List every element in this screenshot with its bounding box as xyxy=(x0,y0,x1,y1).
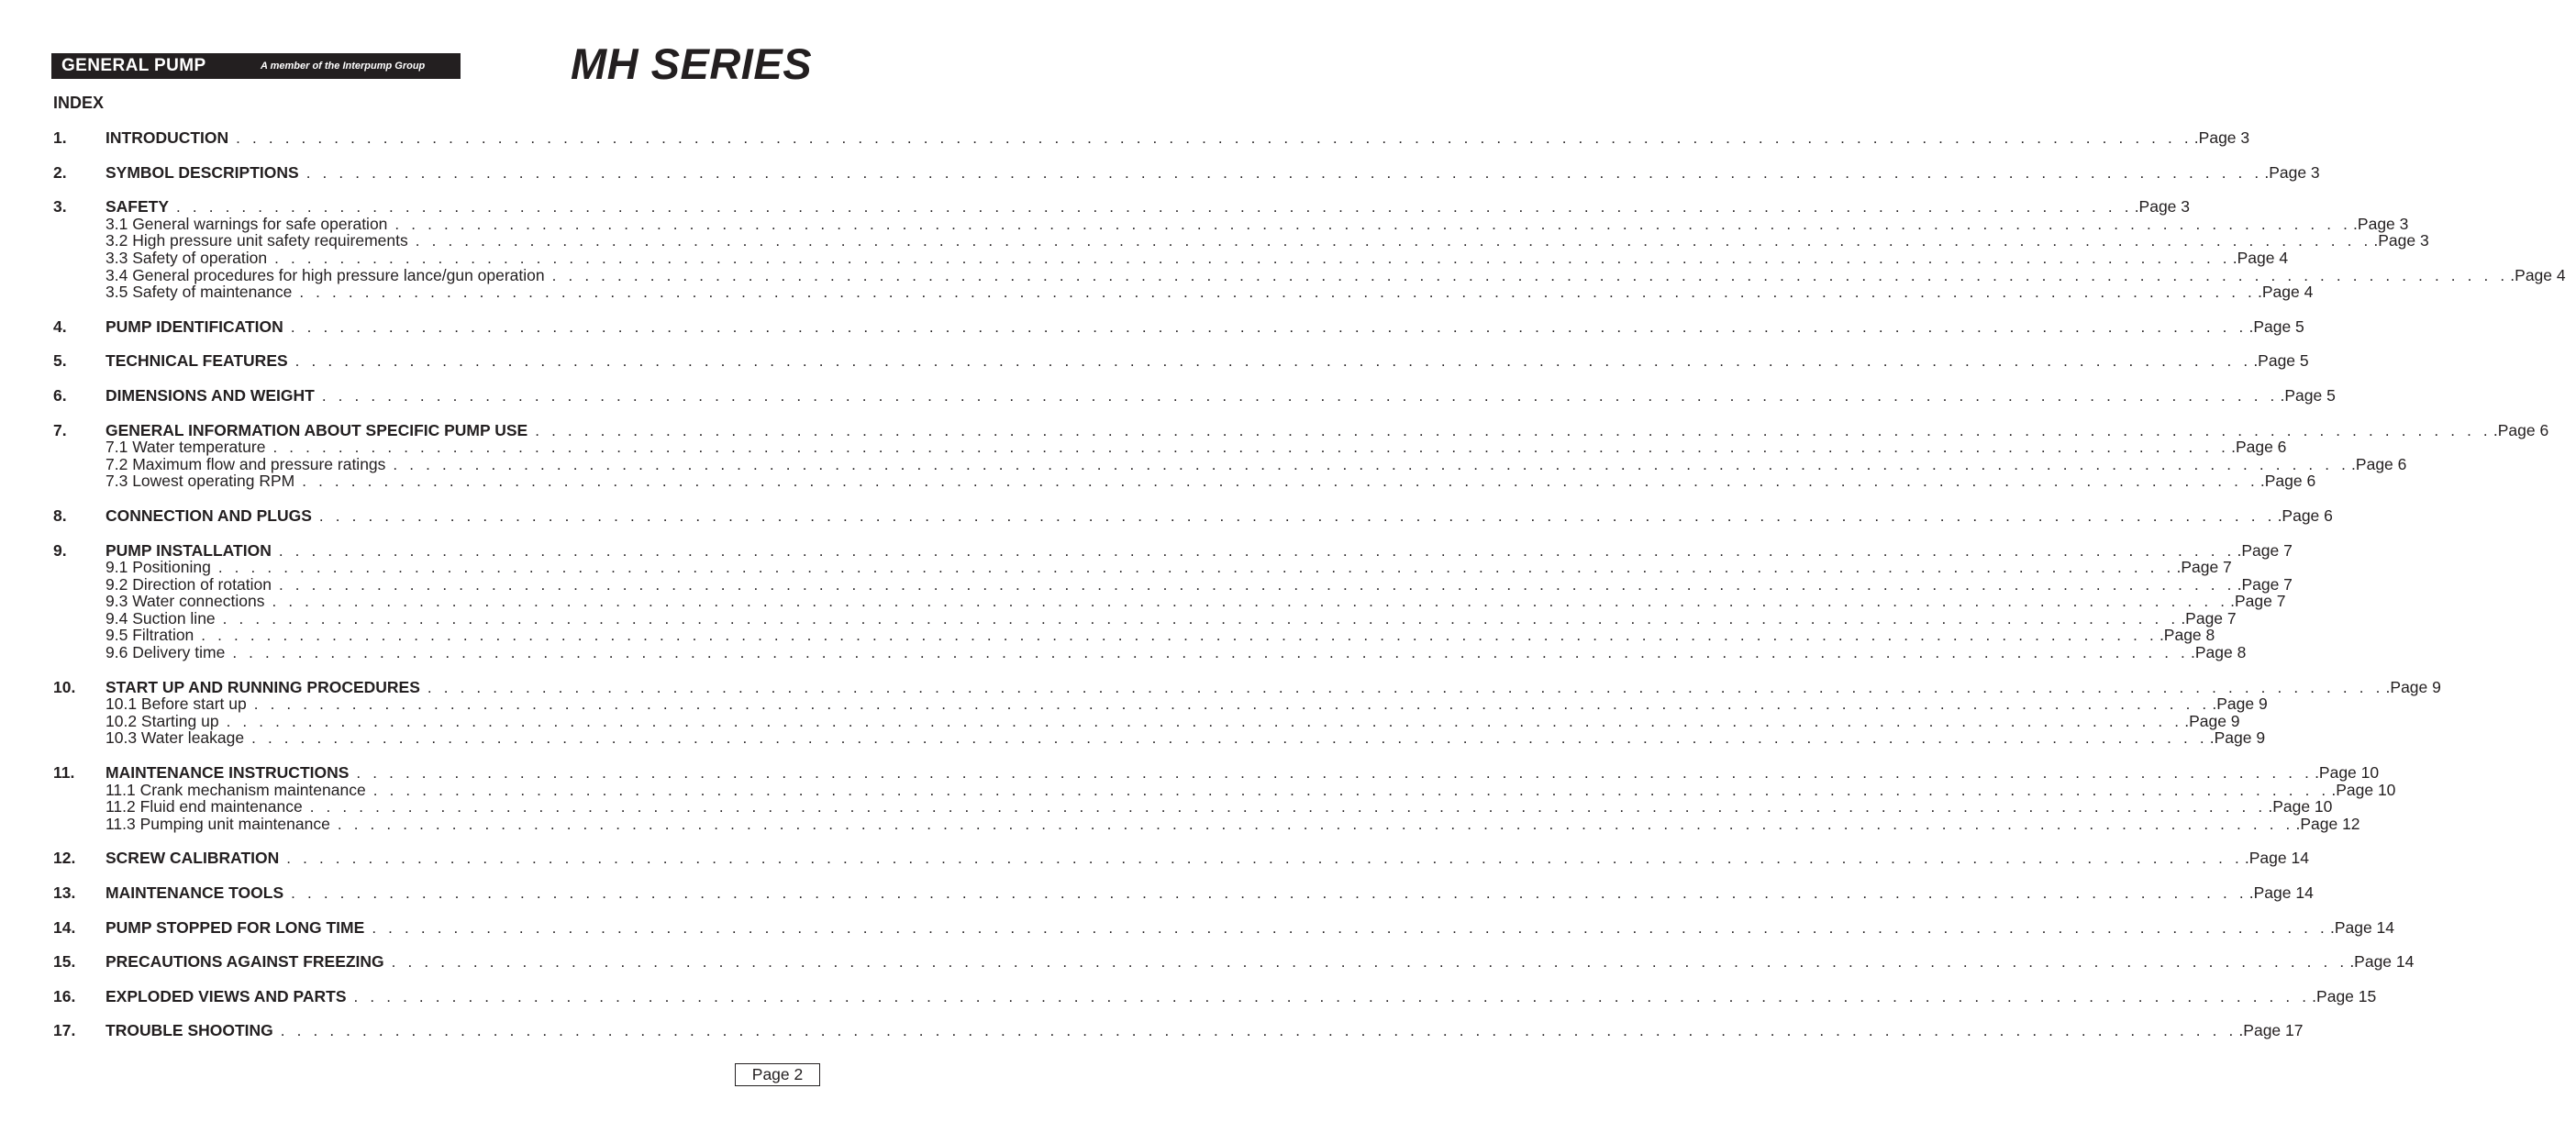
toc-entry xyxy=(53,351,2309,371)
toc-entry xyxy=(53,986,2377,1005)
toc-entry-title: 3.2 High pressure unit safety requirements xyxy=(105,231,408,250)
toc-entry-page: .Page 14 xyxy=(2349,952,2415,972)
dot-leader: . . . . . . . . . . . . . . . . . . . . . . . . . . . . . . . . . . . . . . . . . . . . . . . . . . . . . . . . . . . . . . . . . . . . . . . . . . . . . . . . . . . . . . . . . . . . . . . . . . . . . . . . . . . . . . . . . . . . . . . . xyxy=(391,953,2348,972)
dot-leader: . . . . . . . . . . . . . . . . . . . . . . . . . . . . . . . . . . . . . . . . . . . . . . . . . . . . . . . . . . . . . . . . . . . . . . . . . . . . . . . . . . . . . . . . . . . . . . . . . . . . . . . . . . . . . . . . . . . . . . . . xyxy=(280,1022,2237,1040)
toc-entry-page: .Page 3 xyxy=(2193,128,2250,147)
toc-subentry xyxy=(53,472,2316,491)
toc-entry-page: .Page 6 xyxy=(2277,505,2333,525)
toc-section xyxy=(53,162,2320,182)
toc-entry-title: START UP AND RUNNING PROCEDURES xyxy=(105,677,420,696)
dot-leader: . . . . . . . . . . . . . . . . . . . . . . . . . . . . . . . . . . . . . . . . . . . . . . . . . . . . . . . . . . . . . . . . . . . . . . . . . . . . . . . . . . . . . . . . . . . . . . . . . . . . . . . . . . . . . . . . . . . . . . . . xyxy=(372,781,2330,799)
toc-subentry xyxy=(53,592,2286,611)
toc-entry-title: PUMP IDENTIFICATION xyxy=(105,317,283,336)
dot-leader: . . . . . . . . . . . . . . . . . . . . . . . . . . . . . . . . . . . . . . . . . . . . . . . . . . . . . . . . . . . . . . . . . . . . . . . . . . . . . . . . . . . . . . . . . . . . . . . . . . . . . . . . . . . . . . . . . . . . . . . . xyxy=(222,609,2180,628)
toc-entry-title: SAFETY xyxy=(105,197,170,217)
toc-entry-number: 9. xyxy=(53,540,67,560)
toc-entry xyxy=(53,385,2336,405)
toc-entry-title: 9.6 Delivery time xyxy=(105,643,226,662)
dot-leader: . . . . . . . . . . . . . . . . . . . . . . . . . . . . . . . . . . . . . . . . . . . . . . . . . . . . . . . . . . . . . . . . . . . . . . . . . . . . . . . . . . . . . . . . . . . . . . . . . . . . . . . . . . . . . . . . . . . . . . . . xyxy=(272,439,2230,457)
toc-entry xyxy=(53,763,2380,783)
toc-entry-title: MAINTENANCE TOOLS xyxy=(105,883,284,902)
toc-entry-number: 5. xyxy=(53,351,67,371)
toc-entry-number: 11. xyxy=(53,763,75,783)
toc-entry-page: .Page 12 xyxy=(2295,814,2360,833)
toc-entry-title: 9.5 Filtration xyxy=(105,626,194,645)
toc-entry-page: .Page 7 xyxy=(2181,608,2237,628)
toc-entry-title: PUMP STOPPED FOR LONG TIME xyxy=(105,917,365,937)
toc-entry-number: 10. xyxy=(53,677,76,696)
toc-entry-page: .Page 3 xyxy=(2264,162,2320,182)
toc-subentry xyxy=(53,728,2266,748)
toc-subentry xyxy=(53,283,2314,302)
toc-section xyxy=(53,128,2250,147)
dot-leader: . . . . . . . . . . . . . . . . . . . . . . . . . . . . . . . . . . . . . . . . . . . . . . . . . . . . . . . . . . . . . . . . . . . . . . . . . . . . . . . . . . . . . . . . . . . . . . . . . . . . . . . . . . . . . . . . . . . . . . . . xyxy=(294,352,2252,371)
toc-entry-page: .Page 7 xyxy=(2237,540,2293,560)
toc-entry xyxy=(53,197,2191,217)
toc-entry xyxy=(53,420,2549,439)
dot-leader: . . . . . . . . . . . . . . . . . . . . . . . . . . . . . . . . . . . . . . . . . . . . . . . . . . . . . . . . . . . . . . . . . . . . . . . . . . . . . . . . . . . . . . . . . . . . . . . . . . . . . . . . . . . . . . . . . . . . . . . . xyxy=(272,593,2229,611)
toc-entry xyxy=(53,505,2333,525)
toc-entry-page: .Page 14 xyxy=(2244,849,2309,868)
toc-subentry xyxy=(53,608,2237,628)
toc-entry-page: .Page 8 xyxy=(2159,626,2215,645)
toc-entry-page: .Page 10 xyxy=(2268,797,2333,816)
toc-subentry xyxy=(53,454,2407,473)
toc-entry-page: .Page 10 xyxy=(2331,780,2396,799)
table-of-contents xyxy=(53,128,2566,1057)
toc-entry-page: .Page 7 xyxy=(2237,574,2293,594)
toc-subentry xyxy=(53,711,2240,730)
dot-leader: . . . . . . . . . . . . . . . . . . . . . . . . . . . . . . . . . . . . . . . . . . . . . . . . . . . . . . . . . . . . . . . . . . . . . . . . . . . . . . . . . . . . . . . . . . . . . . . . . . . . . . . . . . . . . . . . . . . . . . . . xyxy=(291,884,2248,902)
toc-entry xyxy=(53,317,2304,336)
toc-entry-page: .Page 5 xyxy=(2248,317,2304,336)
toc-entry xyxy=(53,883,2314,902)
toc-section xyxy=(53,385,2336,405)
toc-entry-number: 15. xyxy=(53,952,76,972)
toc-subentry xyxy=(53,694,2268,714)
toc-entry-page: .Page 6 xyxy=(2231,438,2287,457)
toc-entry-title: 10.2 Starting up xyxy=(105,711,219,730)
toc-entry xyxy=(53,540,2293,560)
toc-subentry xyxy=(53,814,2360,833)
toc-entry-title: SYMBOL DESCRIPTIONS xyxy=(105,162,299,182)
dot-leader: . . . . . . . . . . . . . . . . . . . . . . . . . . . . . . . . . . . . . . . . . . . . . . . . . . . . . . . . . . . . . . . . . . . . . . . . . . . . . . . . . . . . . . . . . . . . . . . . . . . . . . . . . . . . . . . . . . . . . . . . xyxy=(372,918,2328,937)
toc-entry-number: 1. xyxy=(53,128,67,147)
toc-entry-title: INTRODUCTION xyxy=(105,128,229,147)
dot-leader: . . . . . . . . . . . . . . . . . . . . . . . . . . . . . . . . . . . . . . . . . . . . . . . . . . . . . . . . . . . . . . . . . . . . . . . . . . . . . . . . . . . . . . . . . . . . . . . . . . . . . . . . . . . . . . . . . . . . . . . . xyxy=(356,764,2314,783)
toc-section xyxy=(53,952,2415,972)
toc-entry-title: CONNECTION AND PLUGS xyxy=(105,505,312,525)
toc-entry-page: .Page 7 xyxy=(2176,558,2232,577)
dot-leader: . . . . . . . . . . . . . . . . . . . . . . . . . . . . . . . . . . . . . . . . . . . . . . . . . . . . . . . . . . . . . . . . . . . . . . . . . . . . . . . . . . . . . . . . . . . . . . . . . . . . . . . . . . . . . . . . . . . . . . . . xyxy=(394,215,2352,233)
toc-section xyxy=(53,849,2309,868)
toc-entry xyxy=(53,952,2415,972)
toc-section xyxy=(53,1021,2304,1040)
toc-subentry xyxy=(53,248,2289,267)
toc-entry-page: .Page 4 xyxy=(2257,283,2314,302)
page-number-label: Page 2 xyxy=(751,1065,804,1083)
toc-entry-page: .Page 14 xyxy=(2329,917,2395,937)
toc-entry-title: 3.4 General procedures for high pressure lance/gun operation xyxy=(105,265,545,284)
toc-entry-page: .Page 4 xyxy=(2232,248,2289,267)
series-title: MH SERIES xyxy=(571,39,813,88)
toc-subentry xyxy=(53,797,2333,816)
toc-section xyxy=(53,883,2314,902)
toc-entry xyxy=(53,162,2320,182)
toc-entry-title: 3.3 Safety of operation xyxy=(105,248,268,267)
toc-entry-number: 4. xyxy=(53,317,67,336)
toc-entry-page: .Page 9 xyxy=(2184,711,2240,730)
toc-entry-title: PUMP INSTALLATION xyxy=(105,540,272,560)
toc-entry xyxy=(53,849,2309,868)
dot-leader: . . . . . . . . . . . . . . . . . . . . . . . . . . . . . . . . . . . . . . . . . . . . . . . . . . . . . . . . . . . . . . . . . . . . . . . . . . . . . . . . . . . . . . . . . . . . . . . . . . . . . . . . . . . . . . . . . . . . . . . . xyxy=(278,575,2236,594)
toc-entry-title: TECHNICAL FEATURES xyxy=(105,351,288,371)
toc-section xyxy=(53,505,2333,525)
dot-leader: . . . . . . . . . . . . . . . . . . . . . . . . . . . . . . . . . . . . . . . . . . . . . . . . . . . . . . . . . . . . . . . . . . . . . . . . . . . . . . . . . . . . . . . . . . . . . . . . . . . . . . . . . . . . . . . . . . . . . . . . xyxy=(278,541,2236,560)
toc-entry-page: .Page 8 xyxy=(2190,643,2247,662)
toc-section xyxy=(53,986,2377,1005)
dot-leader: . . . . . . . . . . . . . . . . . . . . . . . . . . . . . . . . . . . . . . . . . . . . . . . . . . . . . . . . . . . . . . . . . . . . . . . . . . . . . . . . . . . . . . . . . . . . . . . . . . . . . . . . . . . . . . . . . . . . . . . . xyxy=(309,798,2267,816)
dot-leader: . . . . . . . . . . . . . . . . . . . . . . . . . . . . . . . . . . . . . . . . . . . . . . . . . . . . . . . . . . . . . . . . . . . . . . . . . . . . . . . . . . . . . . . . . . . . . . . . . . . . . . . . . . . . . . . . . . . . . . . . xyxy=(305,163,2263,182)
toc-section xyxy=(53,763,2396,833)
toc-entry-page: .Page 9 xyxy=(2212,694,2268,714)
toc-entry-title: PRECAUTIONS AGAINST FREEZING xyxy=(105,952,384,972)
dot-leader: . . . . . . . . . . . . . . . . . . . . . . . . . . . . . . . . . . . . . . . . . . . . . . . . . . . . . . . . . . . . . . . . . . . . . . . . . . . . . . . . . . . . . . . . . . . . . . . . . . . . . . . . . . . . . . . . . . . . . . . . xyxy=(217,559,2175,577)
toc-entry-number: 7. xyxy=(53,420,67,439)
dot-leader: . . . . . . . . . . . . . . . . . . . . . . . . . . . . . . . . . . . . . . . . . . . . . . . . . . . . . . . . . . . . . . . . . . . . . . . . . . . . . . . . . . . . . . . . . . . . . . . . . . . . . . . . . . . . . . . . . . . . . . . . xyxy=(286,850,2243,868)
dot-leader: . . . . . . . . . . . . . . . . . . . . . . . . . . . . . . . . . . . . . . . . . . . . . . . . . . . . . . . . . . . . . . . . . . . . . . . . . . . . . . . . . . . . . . . . . . . . . . . . . . . . . . . . . . . . . . . . . . . . . . . . xyxy=(232,644,2189,662)
toc-section xyxy=(53,351,2309,371)
dot-leader: . . . . . . . . . . . . . . . . . . . . . . . . . . . . . . . . . . . . . . . . . . . . . . . . . . . . . . . . . . . . . . . . . . . . . . . . . . . . . . . . . . . . . . . . . . . . . . . . . . . . . . . . . . . . . . . . . . . . . . . . xyxy=(176,198,2133,217)
dot-leader: . . . . . . . . . . . . . . . . . . . . . . . . . . . . . . . . . . . . . . . . . . . . . . . . . . . . . . . . . . . . . . . . . . . . . . . . . . . . . . . . . . . . . . . . . . . . . . . . . . . . . . . . . . . . . . . . . . . . . . . . xyxy=(299,283,2256,302)
toc-entry-title: 9.4 Suction line xyxy=(105,608,216,628)
toc-entry-page: .Page 3 xyxy=(2134,197,2191,217)
toc-entry xyxy=(53,128,2250,147)
toc-entry-page: .Page 7 xyxy=(2230,592,2286,611)
toc-entry-page: .Page 6 xyxy=(2351,454,2407,473)
toc-entry-title: 11.3 Pumping unit maintenance xyxy=(105,814,330,833)
toc-entry-page: .Page 5 xyxy=(2253,351,2309,371)
toc-entry-title: 9.3 Water connections xyxy=(105,592,265,611)
toc-entry-title: 10.1 Before start up xyxy=(105,694,247,714)
toc-entry-page: .Page 6 xyxy=(2260,472,2316,491)
toc-entry-number: 8. xyxy=(53,505,67,525)
dot-leader: . . . . . . . . . . . . . . . . . . . . . . . . . . . . . . . . . . . . . . . . . . . . . . . . . . . . . . . . . . . . . . . . . . . . . . . . . . . . . . . . . . . . . . . . . . . . . . . . . . . . . . . . . . . . . . . . . . . . . . . . xyxy=(318,506,2276,525)
dot-leader: . . . . . . . . . . . . . . . . . . . . . . . . . . . . . . . . . . . . . . . . . . . . . . . . . . . . . . . . . . . . . . . . . . . . . . . . . . . . . . . . . . . . . . . . . . . . . . . . . . . . . . . . . . . . . . . . . . . . . . . . xyxy=(302,472,2259,491)
toc-entry-page: .Page 10 xyxy=(2315,763,2380,783)
dot-leader: . . . . . . . . . . . . . . . . . . . . . . . . . . . . . . . . . . . . . . . . . . . . . . . . . . . . . . . . . . . . . . . . . . . . . . . . . . . . . . . . . . . . . . . . . . . . . . . . . . . . . . . . . . . . . . . . . . . . . . . . xyxy=(393,455,2350,473)
toc-entry-title: GENERAL INFORMATION ABOUT SPECIFIC PUMP USE xyxy=(105,420,528,439)
toc-entry-page: .Page 6 xyxy=(2493,420,2549,439)
toc-subentry xyxy=(53,265,2566,284)
toc-entry-title: 3.5 Safety of maintenance xyxy=(105,283,293,302)
dot-leader: . . . . . . . . . . . . . . . . . . . . . . . . . . . . . . . . . . . . . . . . . . . . . . . . . . . . . . . . . . . . . . . . . . . . . . . . . . . . . . . . . . . . . . . . . . . . . . . . . . . . . . . . . . . . . . . . . . . . . . . . xyxy=(226,712,2183,730)
toc-entry-page: .Page 3 xyxy=(2373,231,2429,250)
toc-entry-number: 2. xyxy=(53,162,67,182)
brand-name: GENERAL PUMP xyxy=(61,56,206,75)
index-heading: INDEX xyxy=(53,94,105,112)
toc-subentry xyxy=(53,780,2396,799)
page-number-box xyxy=(735,1063,820,1086)
toc-section xyxy=(53,540,2293,662)
toc-entry-title: 7.3 Lowest operating RPM xyxy=(105,472,295,491)
toc-entry-number: 6. xyxy=(53,385,67,405)
dot-leader: . . . . . . . . . . . . . . . . . . . . . . . . . . . . . . . . . . . . . . . . . . . . . . . . . . . . . . . . . . . . . . . . . . . . . . . . . . . . . . . . . . . . . . . . . . . . . . . . . . . . . . . . . . . . . . . . . . . . . . . . xyxy=(251,729,2208,748)
toc-subentry xyxy=(53,626,2215,645)
toc-subentry xyxy=(53,438,2287,457)
toc-entry-page: .Page 14 xyxy=(2248,883,2314,902)
toc-entry-title: 9.2 Direction of rotation xyxy=(105,574,272,594)
toc-entry-number: 17. xyxy=(53,1021,76,1040)
toc-entry-title: 11.1 Crank mechanism maintenance xyxy=(105,780,366,799)
toc-section xyxy=(53,197,2566,302)
toc-section xyxy=(53,917,2395,937)
toc-entry-title: 7.1 Water temperature xyxy=(105,438,266,457)
dot-leader: . . . . . . . . . . . . . . . . . . . . . . . . . . . . . . . . . . . . . . . . . . . . . . . . . . . . . . . . . . . . . . . . . . . . . . . . . . . . . . . . . . . . . . . . . . . . . . . . . . . . . . . . . . . . . . . . . . . . . . . . xyxy=(353,987,2311,1005)
toc-entry-title: 10.3 Water leakage xyxy=(105,728,245,748)
toc-entry-page: .Page 4 xyxy=(2510,265,2566,284)
toc-entry xyxy=(53,917,2395,937)
toc-section xyxy=(53,317,2304,336)
dot-leader: . . . . . . . . . . . . . . . . . . . . . . . . . . . . . . . . . . . . . . . . . . . . . . . . . . . . . . . . . . . . . . . . . . . . . . . . . . . . . . . . . . . . . . . . . . . . . . . . . . . . . . . . . . . . . . . . . . . . . . . . xyxy=(415,232,2372,250)
dot-leader: . . . . . . . . . . . . . . . . . . . . . . . . . . . . . . . . . . . . . . . . . . . . . . . . . . . . . . . . . . . . . . . . . . . . . . . . . . . . . . . . . . . . . . . . . . . . . . . . . . . . . . . . . . . . . . . . . . . . . . . . xyxy=(201,627,2158,645)
dot-leader: . . . . . . . . . . . . . . . . . . . . . . . . . . . . . . . . . . . . . . . . . . . . . . . . . . . . . . . . . . . . . . . . . . . . . . . . . . . . . . . . . . . . . . . . . . . . . . . . . . . . . . . . . . . . . . . . . . . . . . . . xyxy=(290,317,2248,336)
dot-leader: . . . . . . . . . . . . . . . . . . . . . . . . . . . . . . . . . . . . . . . . . . . . . . . . . . . . . . . . . . . . . . . . . . . . . . . . . . . . . . . . . . . . . . . . . . . . . . . . . . . . . . . . . . . . . . . . . . . . . . . . xyxy=(321,386,2279,405)
toc-entry-number: 14. xyxy=(53,917,76,937)
toc-entry-title: TROUBLE SHOOTING xyxy=(105,1021,273,1040)
toc-subentry xyxy=(53,558,2232,577)
toc-subentry xyxy=(53,231,2429,250)
toc-entry-page: .Page 5 xyxy=(2280,385,2336,405)
toc-entry xyxy=(53,677,2441,696)
toc-entry-title: EXPLODED VIEWS AND PARTS xyxy=(105,986,347,1005)
toc-entry-title: SCREW CALIBRATION xyxy=(105,849,280,868)
toc-entry-page: .Page 3 xyxy=(2353,214,2409,233)
dot-leader: . . . . . . . . . . . . . . . . . . . . . . . . . . . . . . . . . . . . . . . . . . . . . . . . . . . . . . . . . . . . . . . . . . . . . . . . . . . . . . . . . . . . . . . . . . . . . . . . . . . . . . . . . . . . . . . . . . . . . . . . xyxy=(551,266,2509,284)
dot-leader: . . . . . . . . . . . . . . . . . . . . . . . . . . . . . . . . . . . . . . . . . . . . . . . . . . . . . . . . . . . . . . . . . . . . . . . . . . . . . . . . . . . . . . . . . . . . . . . . . . . . . . . . . . . . . . . . . . . . . . . . xyxy=(274,249,2231,267)
toc-entry-page: .Page 15 xyxy=(2312,986,2377,1005)
dot-leader: . . . . . . . . . . . . . . . . . . . . . . . . . . . . . . . . . . . . . . . . . . . . . . . . . . . . . . . . . . . . . . . . . . . . . . . . . . . . . . . . . . . . . . . . . . . . . . . . . . . . . . . . . . . . . . . . . . . . . . . . xyxy=(253,695,2211,714)
dot-leader: . . . . . . . . . . . . . . . . . . . . . . . . . . . . . . . . . . . . . . . . . . . . . . . . . . . . . . . . . . . . . . . . . . . . . . . . . . . . . . . . . . . . . . . . . . . . . . . . . . . . . . . . . . . . . . . . . . . . . . . . xyxy=(337,815,2294,833)
toc-entry-title: 11.2 Fluid end maintenance xyxy=(105,797,303,816)
toc-entry-page: .Page 17 xyxy=(2238,1021,2304,1040)
toc-entry-title: 9.1 Positioning xyxy=(105,558,211,577)
toc-entry-number: 12. xyxy=(53,849,76,868)
toc-section xyxy=(53,677,2441,748)
toc-entry-title: 7.2 Maximum flow and pressure ratings xyxy=(105,454,386,473)
toc-section xyxy=(53,420,2549,491)
toc-entry-number: 13. xyxy=(53,883,76,902)
brand-bar xyxy=(51,53,461,79)
toc-entry-title: DIMENSIONS AND WEIGHT xyxy=(105,385,315,405)
toc-subentry xyxy=(53,643,2247,662)
toc-entry-number: 3. xyxy=(53,197,67,217)
toc-entry-title: MAINTENANCE INSTRUCTIONS xyxy=(105,763,350,783)
dot-leader: . . . . . . . . . . . . . . . . . . . . . . . . . . . . . . . . . . . . . . . . . . . . . . . . . . . . . . . . . . . . . . . . . . . . . . . . . . . . . . . . . . . . . . . . . . . . . . . . . . . . . . . . . . . . . . . . . . . . . . . . xyxy=(535,421,2492,439)
toc-entry-page: .Page 9 xyxy=(2209,728,2266,748)
toc-subentry xyxy=(53,214,2409,233)
toc-entry-number: 16. xyxy=(53,986,76,1005)
brand-tagline: A member of the Interpump Group xyxy=(261,61,426,72)
dot-leader: . . . . . . . . . . . . . . . . . . . . . . . . . . . . . . . . . . . . . . . . . . . . . . . . . . . . . . . . . . . . . . . . . . . . . . . . . . . . . . . . . . . . . . . . . . . . . . . . . . . . . . . . . . . . . . . . . . . . . . . . xyxy=(236,129,2193,147)
toc-subentry xyxy=(53,574,2293,594)
toc-entry xyxy=(53,1021,2304,1040)
toc-entry-page: .Page 9 xyxy=(2385,677,2441,696)
toc-entry-title: 3.1 General warnings for safe operation xyxy=(105,214,388,233)
dot-leader: . . . . . . . . . . . . . . . . . . . . . . . . . . . . . . . . . . . . . . . . . . . . . . . . . . . . . . . . . . . . . . . . . . . . . . . . . . . . . . . . . . . . . . . . . . . . . . . . . . . . . . . . . . . . . . . . . . . . . . . . xyxy=(427,678,2384,696)
